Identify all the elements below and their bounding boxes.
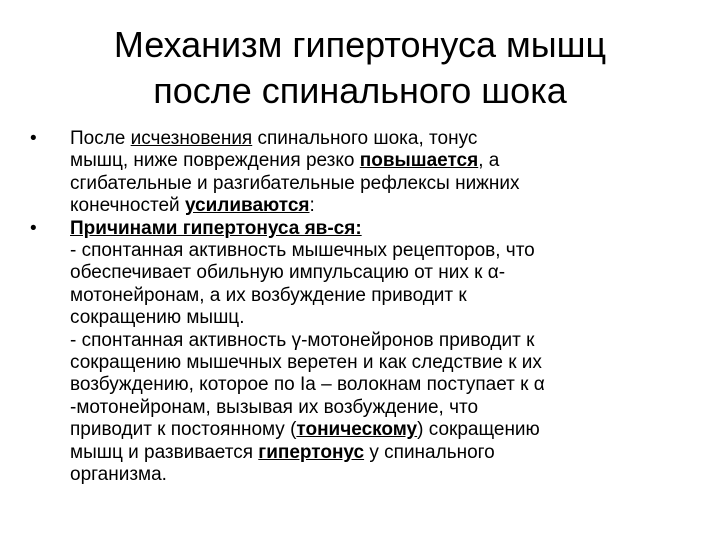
item2-heading: Причинами гипертонуса яв-ся: [70,217,362,239]
text-run: : [309,195,315,217]
item1-line-1 [70,128,700,150]
bullet-item-1 [28,128,700,218]
item2-p2-line-6 [70,442,700,464]
item2-p2-line-7: организма. [70,464,167,486]
emphasis-underlined: исчезновения [130,128,253,149]
text-run: После [70,128,131,149]
title-line-2: после спинального шока [153,70,567,111]
text-run: у спинального [364,441,495,463]
item2-p1-line-1: - спонтанная активность мышечных рецепторов, что [70,240,535,262]
text-run: приводит к постоянному ( [70,419,297,441]
item2-p1-line-4: сокращению мышц. [70,307,245,329]
item2-p2-line-3: возбуждению, которое по Ia – волокнам поступает к α [70,374,545,396]
text-run: мышц, ниже повреждения резко [70,150,360,172]
item2-p2-line-1: - спонтанная активность γ-мотонейронов приводит к [70,329,535,351]
item1-line-2 [70,150,700,172]
emphasis-bold-underlined: повышается [359,150,479,172]
emphasis-bold-underlined: гипертонус [258,441,365,463]
item2-p1-line-3: мотонейронам, а их возбуждение приводит к [70,284,467,306]
item1-line-3: сгибательные и разгибательные рефлексы нижних [70,172,520,194]
text-run: спинального шока, тонус [252,128,478,149]
item2-p2-line-2: сокращению мышечных веретен и как следствие к их [70,352,542,374]
text-run: конечностей [70,195,185,217]
item2-p1-line-2: обеспечивает обильную импульсацию от них к α- [70,262,506,284]
title-line-1: Механизм гипертонуса мышц [113,24,607,65]
slide-title [60,22,660,114]
text-run: , а [478,150,500,172]
item2-p2-line-4: -мотонейронам, вызывая их возбуждение, что [70,396,479,418]
text-run: ) сокращению [417,419,540,441]
bullet-icon: • [30,128,37,149]
emphasis-bold-underlined: усиливаются [184,195,310,217]
item1-line-4 [70,195,700,217]
emphasis-bold-underlined: тоническому [296,419,418,441]
text-run: мышц и развивается [70,441,259,463]
bullet-icon: • [30,217,37,239]
bullet-item-2 [28,218,700,487]
item2-p2-line-5 [70,419,700,441]
slide-body [28,128,700,487]
